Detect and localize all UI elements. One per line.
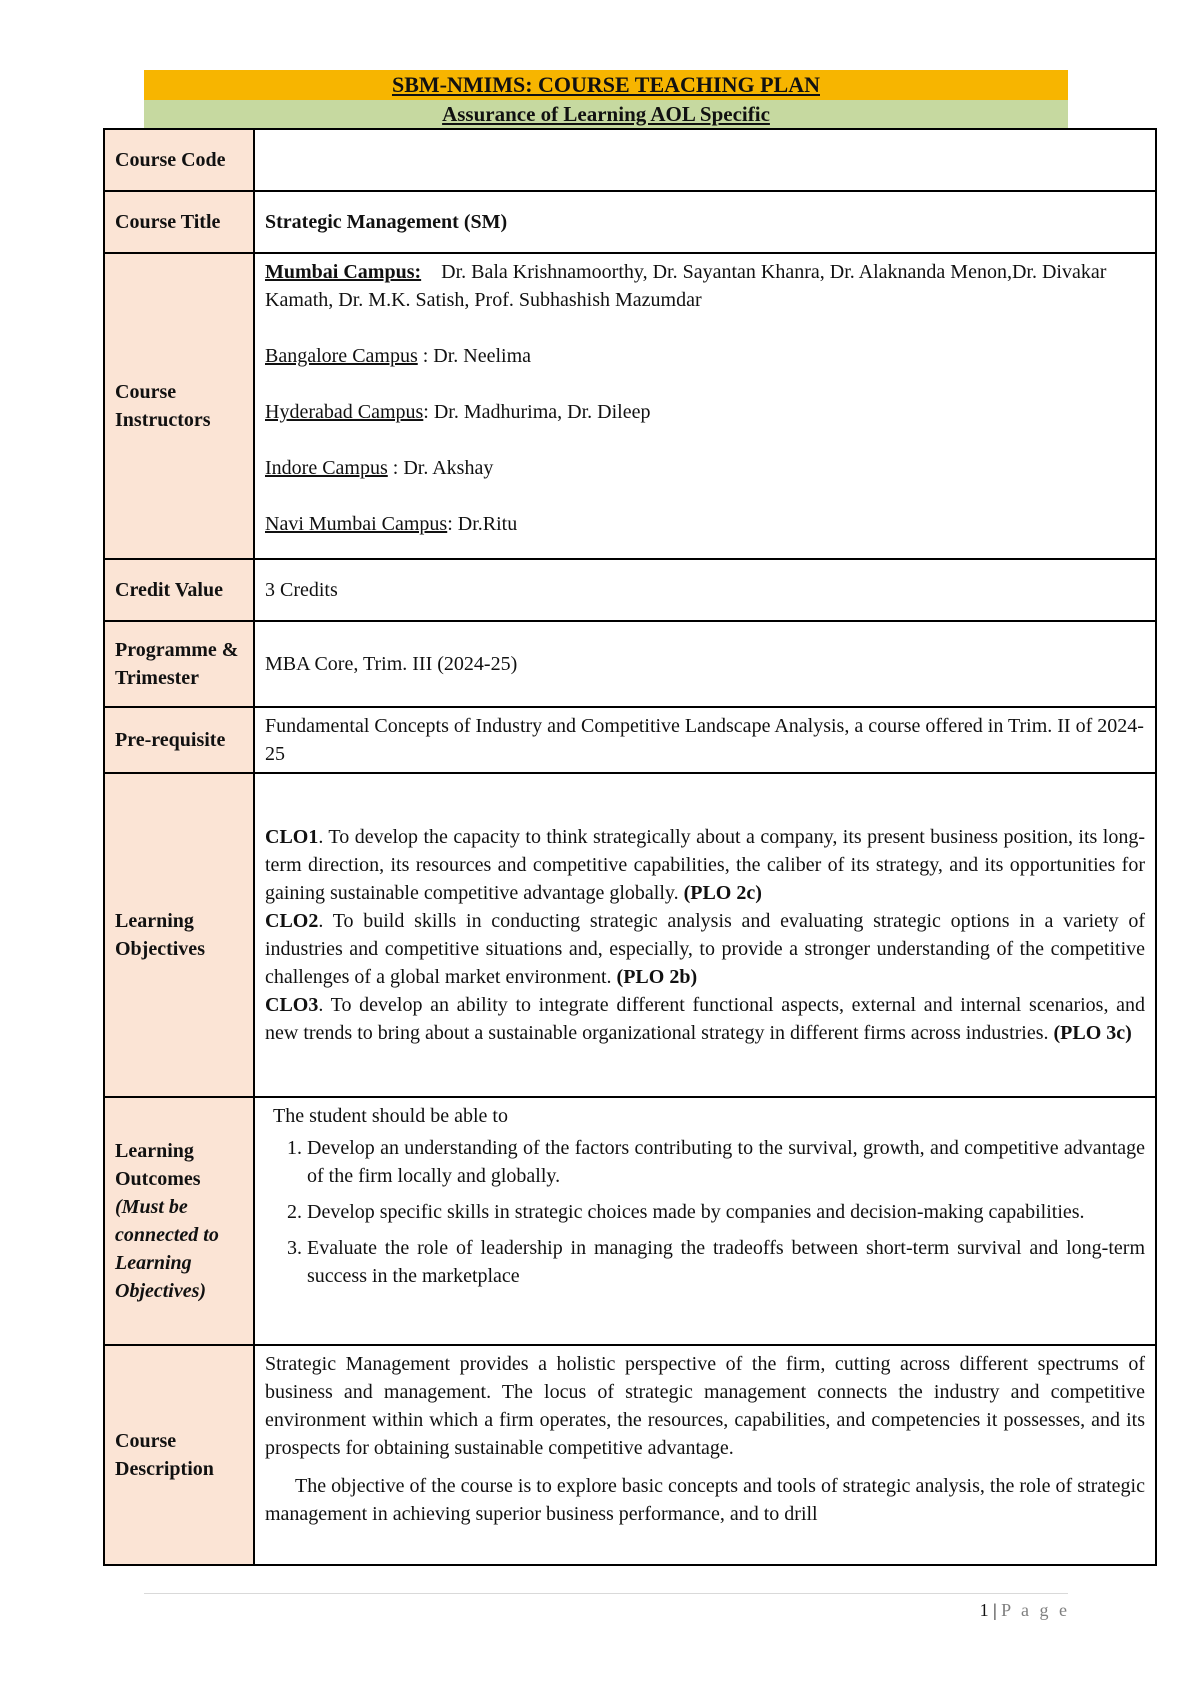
- course-description-para1: Strategic Management provides a holistic perspective of the firm, cutting across different spectrums of business and management. The locus of strategic management connects the industry and competitive environment within which a firm operates, the resources, capabilities, and competencies it possesses, and its prospects for obtaining sustainable competitive advantage.: [265, 1353, 1145, 1459]
- navi-mumbai-campus-names: : Dr.Ritu: [447, 513, 518, 535]
- plan-title: SBM-NMIMS: COURSE TEACHING PLAN: [144, 70, 1068, 100]
- learning-outcomes-intro: The student should be able to: [273, 1105, 508, 1127]
- course-title-value: Strategic Management (SM): [254, 191, 1156, 253]
- course-code-label: Course Code: [104, 129, 254, 191]
- learning-outcomes-title: Learning Outcomes: [115, 1140, 201, 1190]
- course-code-value: [254, 129, 1156, 191]
- list-item: 2. Develop specific skills in strategic choices made by companies and decision-making capabilities.: [307, 1198, 1145, 1226]
- page-number: 1: [979, 1600, 989, 1620]
- programme-trimester-value: MBA Core, Trim. III (2024-25): [254, 621, 1156, 707]
- page-word: P a g e: [1001, 1600, 1070, 1620]
- hyderabad-campus-label: Hyderabad Campus: [265, 401, 424, 423]
- clo1-text: . To develop the capacity to think strategically about a company, its present business position, its long-term direction, its resources and competitive capabilities, the caliber of its strategy, and its opportunities for gaining sustainable competitive advantage globally.: [265, 826, 1145, 904]
- clo1-tag: CLO1: [265, 826, 319, 848]
- course-description-label: Course Description: [104, 1345, 254, 1565]
- mumbai-campus-label: Mumbai Campus:: [265, 261, 422, 283]
- course-instructors-value: [254, 253, 1156, 559]
- learning-outcomes-value: [254, 1097, 1156, 1345]
- bangalore-campus-names: : Dr. Neelima: [417, 345, 532, 367]
- learning-outcomes-note: (Must be connected to Learning Objectives): [115, 1196, 219, 1302]
- course-title-label: Course Title: [104, 191, 254, 253]
- clo3-text: . To develop an ability to integrate different functional aspects, external and internal scenarios, and new trends to bring about a sustainable organizational strategy in different firms across industries.: [265, 994, 1145, 1044]
- prerequisite-value: Fundamental Concepts of Industry and Competitive Landscape Analysis, a course offered in Trim. II of 2024-25: [254, 707, 1156, 773]
- clo3: [265, 991, 1145, 1047]
- clo2-plo: (PLO 2b): [616, 966, 698, 988]
- course-description-para2: The objective of the course is to explore basic concepts and tools of strategic analysis, the role of strategic management in achieving superior business performance, and to drill: [265, 1475, 1145, 1525]
- clo3-plo: (PLO 3c): [1053, 1022, 1132, 1044]
- navi-mumbai-campus: [265, 510, 1145, 538]
- mumbai-campus: [265, 258, 1145, 314]
- mumbai-campus-names: Dr. Bala Krishnamoorthy, Dr. Sayantan Khanra, Dr. Alaknanda Menon,Dr. Divakar Kamath, Dr. M.K. Satish, Prof. Subhashish Mazumdar: [265, 261, 1107, 311]
- course-plan-table: [103, 128, 1157, 1566]
- table-row: [104, 253, 1156, 559]
- indore-campus-names: : Dr. Akshay: [387, 457, 494, 479]
- clo1-plo: (PLO 2c): [683, 882, 762, 904]
- clo2-text: . To build skills in conducting strategic analysis and evaluating strategic options in a variety of industries and competitive situations and, especially, to provide a stronger understanding of the competitive challenges of a global market environment.: [265, 910, 1145, 988]
- bangalore-campus-label: Bangalore Campus: [265, 345, 418, 367]
- table-row: [104, 191, 1156, 253]
- table-row: [104, 621, 1156, 707]
- hyderabad-campus-names: : Dr. Madhurima, Dr. Dileep: [423, 401, 651, 423]
- hyderabad-campus: [265, 398, 1145, 426]
- table-row: [104, 1345, 1156, 1565]
- learning-outcomes-list: [265, 1134, 1145, 1290]
- programme-trimester-label: Programme & Trimester: [104, 621, 254, 707]
- list-item: 1. Develop an understanding of the factors contributing to the survival, growth, and competitive advantage of the firm locally and globally.: [307, 1134, 1145, 1190]
- table-row: [104, 1097, 1156, 1345]
- indore-campus: [265, 454, 1145, 482]
- learning-outcomes-label: [104, 1097, 254, 1345]
- footer-divider: [144, 1593, 1068, 1594]
- credit-value-label: Credit Value: [104, 559, 254, 621]
- learning-objectives-label: Learning Objectives: [104, 773, 254, 1097]
- table-row: [104, 773, 1156, 1097]
- prerequisite-label: Pre-requisite: [104, 707, 254, 773]
- list-item: 3. Evaluate the role of leadership in managing the tradeoffs between short-term survival and long-term success in the marketplace: [307, 1234, 1145, 1290]
- bangalore-campus: [265, 342, 1145, 370]
- clo2-tag: CLO2: [265, 910, 319, 932]
- clo3-tag: CLO3: [265, 994, 319, 1016]
- navi-mumbai-campus-label: Navi Mumbai Campus: [265, 513, 448, 535]
- credit-value-value: 3 Credits: [254, 559, 1156, 621]
- plan-subtitle: Assurance of Learning AOL Specific: [144, 100, 1068, 128]
- course-description-value: [254, 1345, 1156, 1565]
- learning-objectives-value: [254, 773, 1156, 1097]
- table-row: [104, 129, 1156, 191]
- course-instructors-label: Course Instructors: [104, 253, 254, 559]
- clo2: [265, 907, 1145, 991]
- indore-campus-label: Indore Campus: [265, 457, 388, 479]
- table-row: [104, 707, 1156, 773]
- clo1: [265, 823, 1145, 907]
- page-footer: 1 | P a g e: [979, 1600, 1070, 1620]
- table-row: [104, 559, 1156, 621]
